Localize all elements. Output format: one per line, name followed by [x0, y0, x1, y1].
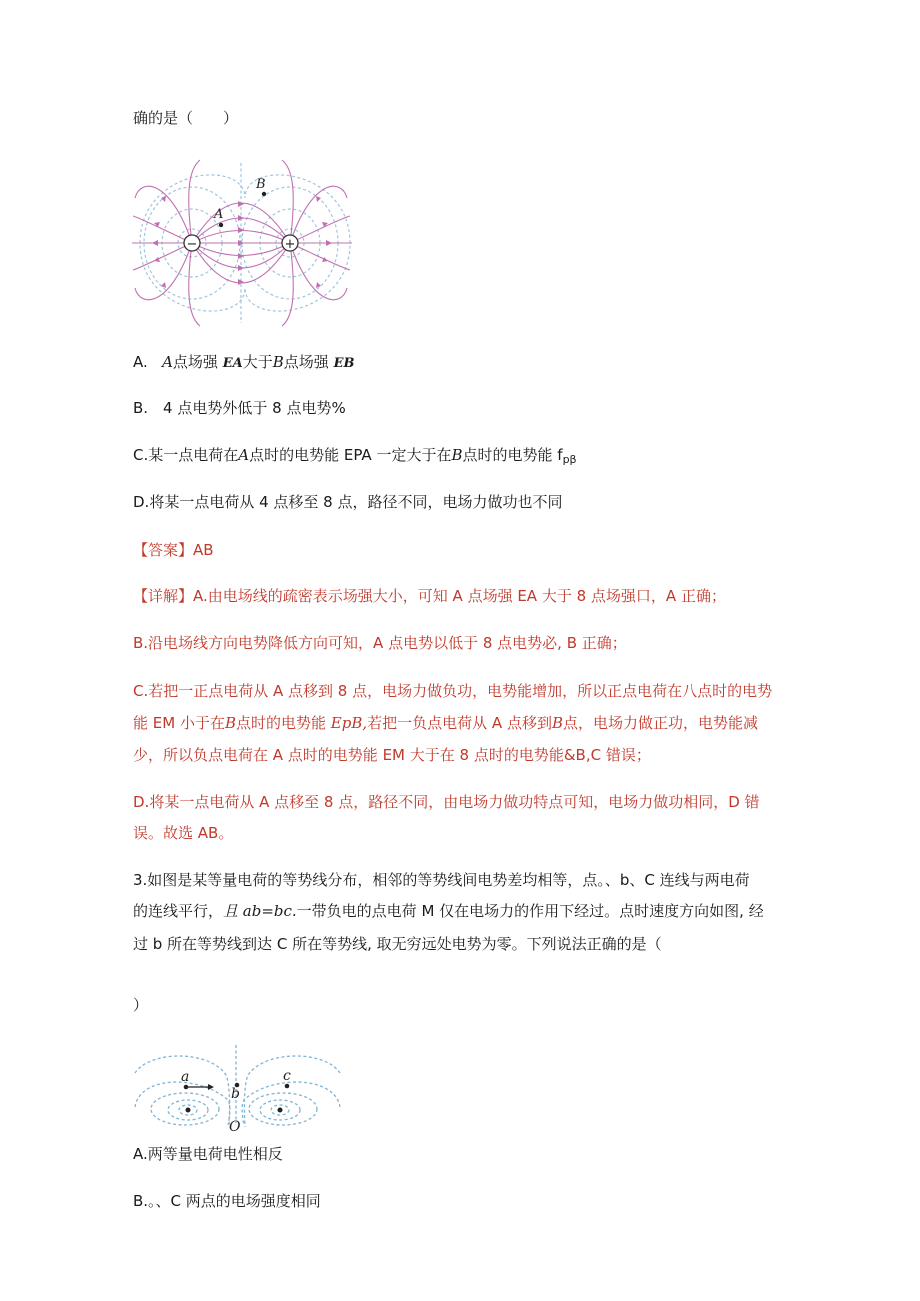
equipotential-figure: [130, 1045, 345, 1133]
q3-option-b: B.。、C 两点的电场强度相同: [133, 1192, 321, 1210]
negative-charge: [184, 235, 200, 252]
q3-line-1: 3.如图是某等量电荷的等势线分布，相邻的等势线间电势差均相等，点。、b、C 连线与两电荷: [133, 871, 750, 889]
question-stem-tail: 确的是（ ）: [133, 109, 239, 127]
label-c: c: [283, 1068, 291, 1084]
point-b: [262, 192, 266, 196]
q3-line-4: ）: [133, 996, 149, 1014]
option-a: A. A点场强 EA大于B点场强 EB: [133, 353, 355, 371]
option-d: D.将某一点电荷从 4 点移至 8 点，路径不同，电场力做功也不同: [133, 493, 563, 511]
answer: 【答案】AB: [133, 541, 214, 559]
detail-line-4: 能 EM 小于在B点时的电势能 EpB,若把一负点电荷从 A 点移到B点，电场力做正功，电势能减: [133, 714, 758, 732]
negative-sign: −: [186, 237, 198, 252]
detail-line-6: D.将某一点电荷从 A 点移至 8 点，路径不同，由电场力做功特点可知，电场力做功相同，D 错: [133, 793, 760, 811]
option-b: B. 4 点电势外低于 8 点电势%: [133, 399, 346, 417]
charge-left: [186, 1108, 191, 1113]
label-a: A: [214, 207, 224, 222]
label-b: b: [231, 1086, 240, 1102]
positive-charge: [282, 235, 298, 252]
q3-line-3: 过 b 所在等势线到达 C 所在等势线, 取无穷远处电势为零。下列说法正确的是（: [133, 935, 662, 953]
q3-line-2: 的连线平行，且 ab=bc.一带负电的点电荷 M 仅在电场力的作用下经过。点时速度方向如图, 经: [133, 902, 764, 920]
point-a: [219, 223, 223, 227]
dipole-field-figure: [130, 158, 360, 328]
point-a: [184, 1085, 189, 1090]
label-a: a: [181, 1069, 190, 1085]
label-b: B: [256, 177, 266, 192]
detail-line-2: B.沿电场线方向电势降低方向可知，A 点电势以低于 8 点电势必, B 正确；: [133, 634, 627, 652]
label-o: O: [229, 1119, 241, 1133]
detail-line-5: 少，所以负点电荷在 A 点时的电势能 EM 大于在 8 点时的电势能&B,C 错误；: [133, 746, 651, 764]
point-c: [285, 1084, 290, 1089]
charge-right: [278, 1108, 283, 1113]
detail-line-3: C.若把一正点电荷从 A 点移到 8 点，电场力做负功，电势能增加，所以正点电荷在八点时的电势: [133, 682, 773, 700]
q3-option-a: A.两等量电荷电性相反: [133, 1145, 283, 1163]
detail-line-7: 误。故选 AB。: [133, 824, 234, 842]
positive-sign: +: [284, 237, 296, 252]
detail-line-1: 【详解】A.由电场线的疏密表示场强大小，可知 A 点场强 EA 大于 8 点场强口，A 正确；: [133, 587, 726, 605]
option-c: C.某一点电荷在A点时的电势能 EPA 一定大于在B点时的电势能 $f_{p\beta}$: [133, 446, 577, 466]
